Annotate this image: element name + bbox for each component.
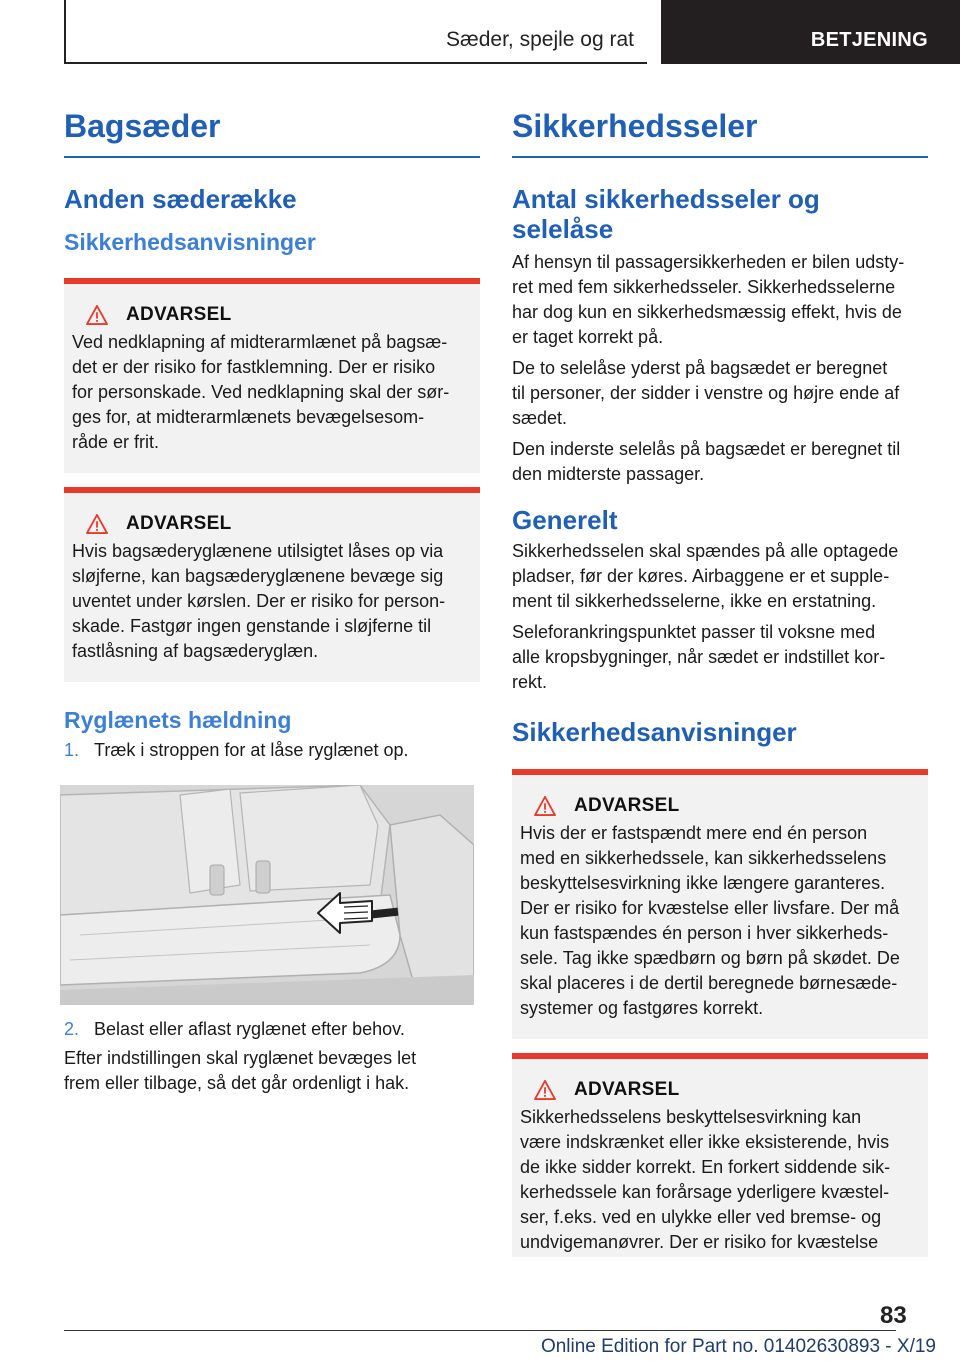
paragraph-line: ment til sikkerhedsselerne, ikke en erstatning. bbox=[512, 591, 877, 611]
heading-generelt: Generelt bbox=[512, 505, 618, 535]
warning-triangle-icon bbox=[86, 305, 108, 325]
warning-line: ser, f.eks. ved en ulykke eller ved bremse- og bbox=[520, 1207, 882, 1227]
paragraph-fem-seler bbox=[512, 250, 928, 350]
rear-seat-illustration bbox=[60, 785, 474, 1005]
paragraph-line: er taget korrekt på. bbox=[512, 327, 664, 347]
warning-triangle-icon bbox=[86, 514, 108, 534]
paragraph-line: frem eller tilbage, så det går ordenligt i hak. bbox=[64, 1073, 410, 1093]
warning-label: ADVARSEL bbox=[574, 795, 680, 816]
warning-label: ADVARSEL bbox=[126, 513, 232, 534]
paragraph-line: alle kropsbygninger, når sædet er indstillet kor- bbox=[512, 647, 886, 667]
step-1 bbox=[64, 738, 480, 763]
rear-seat-drawing bbox=[60, 785, 474, 1005]
warning-line: med en sikkerhedssele, kan sikkerhedsselens bbox=[520, 848, 887, 868]
step-number: 1. bbox=[64, 740, 80, 760]
paragraph-selelaase bbox=[512, 356, 928, 431]
warning-title bbox=[534, 1079, 920, 1101]
header-rule bbox=[64, 62, 647, 64]
warning-line: råde er frit. bbox=[72, 432, 160, 452]
paragraph-line: Sikkerhedsselen skal spændes på alle optagede bbox=[512, 541, 899, 561]
warning-line: beskyttelsesvirkning ikke længere garanteres. bbox=[520, 873, 886, 893]
warning-line: ges for, at midterarmlænets bevægelsesom- bbox=[72, 407, 425, 427]
warning-line: Ved nedklapning af midterarmlænet på bagsæ- bbox=[72, 332, 448, 352]
warning-line: Hvis der er fastspændt mere end én person bbox=[520, 823, 868, 843]
warning-line: systemer og fastgøres korrekt. bbox=[520, 998, 764, 1018]
warning-line: skal placeres i de dertil beregnede børnesæde- bbox=[520, 973, 898, 993]
warning-line: for personskade. Ved nedklapning skal der sør- bbox=[72, 382, 450, 402]
warning-label: ADVARSEL bbox=[126, 304, 232, 325]
warning-line: de ikke sidder korrekt. En forkert siddende sik- bbox=[520, 1157, 891, 1177]
paragraph-line: ret med fem sikkerhedsseler. Sikkerhedsselerne bbox=[512, 277, 896, 297]
footer-rule bbox=[64, 1330, 896, 1331]
paragraph-line: til personer, der sidder i venstre og højre ende af bbox=[512, 383, 900, 403]
step-text: Belast eller aflast ryglænet efter behov. bbox=[94, 1019, 405, 1039]
paragraph-forankring bbox=[512, 620, 928, 695]
paragraph-generelt bbox=[512, 539, 928, 614]
paragraph-line: den midterste passager. bbox=[512, 464, 705, 484]
warning-triangle-icon bbox=[534, 1080, 556, 1100]
warning-box-incorrect-belt bbox=[512, 1053, 928, 1257]
warning-line: uventet under kørslen. Der er risiko for person- bbox=[72, 591, 446, 611]
heading-sikkerhedsseler: Sikkerhedsseler bbox=[512, 108, 758, 144]
heading-sikkerhedsanvisninger-right: Sikkerhedsanvisninger bbox=[512, 717, 797, 747]
paragraph-line: har dog kun en sikkerhedsmæssig effekt, hvis de bbox=[512, 302, 902, 322]
step-number: 2. bbox=[64, 1019, 80, 1039]
paragraph-line: De to selelåse yderst på bagsædet er beregnet bbox=[512, 358, 888, 378]
paragraph-line: pladser, før der køres. Airbaggene er et supple- bbox=[512, 566, 890, 586]
paragraph-line: sædet. bbox=[512, 408, 568, 428]
warning-line: skade. Fastgør ingen genstande i sløjferne til bbox=[72, 616, 432, 636]
warning-line: Der er risiko for kvæstelse eller livsfare. Der må bbox=[520, 898, 900, 918]
warning-line: være indskrænket eller ikke eksisterende, hvis bbox=[520, 1132, 890, 1152]
heading-anden-saederaekke: Anden sæderække bbox=[64, 184, 297, 214]
heading-bagsaeder: Bagsæder bbox=[64, 108, 221, 144]
paragraph-line: rekt. bbox=[512, 672, 548, 692]
warning-line: Sikkerhedsselens beskyttelsesvirkning kan bbox=[520, 1107, 862, 1127]
step-2 bbox=[64, 1017, 480, 1042]
warning-box-one-person bbox=[512, 769, 928, 1039]
paragraph-line: Seleforankringspunktet passer til voksne med bbox=[512, 622, 876, 642]
warning-title bbox=[86, 304, 472, 326]
heading-rule bbox=[64, 156, 480, 158]
heading-antal-line: Antal sikkerhedsseler og bbox=[512, 184, 820, 214]
heading-sikkerhedsanvisninger-left: Sikkerhedsanvisninger bbox=[64, 229, 316, 255]
warning-line: sele. Tag ikke spædbørn og børn på skødet. De bbox=[520, 948, 900, 968]
warning-label: ADVARSEL bbox=[574, 1079, 680, 1100]
chapter-tab bbox=[661, 0, 960, 64]
warning-box-backrest-loops bbox=[64, 487, 480, 682]
chapter-tab-label: BETJENING bbox=[810, 29, 928, 51]
warning-line: sløjferne, kan bagsæderyglænene bevæge sig bbox=[72, 566, 444, 586]
warning-line: det er der risiko for fastklemning. Der er risiko bbox=[72, 357, 436, 377]
footer-edition: Online Edition for Part no. 01402630893 - X/19 bbox=[540, 1336, 936, 1357]
warning-line: undvigemanøvrer. Der er risiko for kvæstelse bbox=[520, 1232, 879, 1252]
paragraph-line: Efter indstillingen skal ryglænet bevæges let bbox=[64, 1048, 417, 1068]
warning-line: Hvis bagsæderyglænene utilsigtet låses op via bbox=[72, 541, 444, 561]
step-text: Træk i stroppen for at låse ryglænet op. bbox=[94, 740, 409, 760]
warning-box-armrest bbox=[64, 278, 480, 473]
warning-line: kun fastspændes én person i hver sikkerheds- bbox=[520, 923, 889, 943]
warning-title bbox=[534, 795, 920, 817]
warning-title bbox=[86, 513, 472, 535]
paragraph-line: Den inderste selelås på bagsædet er beregnet til bbox=[512, 439, 901, 459]
page-number: 83 bbox=[880, 1302, 907, 1329]
warning-line: kerhedssele kan forårsage yderligere kvæstel- bbox=[520, 1182, 890, 1202]
paragraph-line: Af hensyn til passagersikkerheden er bilen udsty- bbox=[512, 252, 905, 272]
heading-rule bbox=[512, 156, 928, 158]
header-rule-vertical bbox=[64, 0, 66, 64]
left-column bbox=[64, 96, 480, 1096]
warning-line: fastlåsning af bagsæderyglæn. bbox=[72, 641, 319, 661]
warning-triangle-icon bbox=[534, 796, 556, 816]
heading-antal-line: selelåse bbox=[512, 214, 614, 244]
right-column bbox=[512, 96, 928, 1257]
paragraph-inderste bbox=[512, 437, 928, 487]
section-title: Sæder, spejle og rat bbox=[446, 28, 634, 51]
heading-ryglaenets-haeldning: Ryglænets hældning bbox=[64, 707, 292, 733]
